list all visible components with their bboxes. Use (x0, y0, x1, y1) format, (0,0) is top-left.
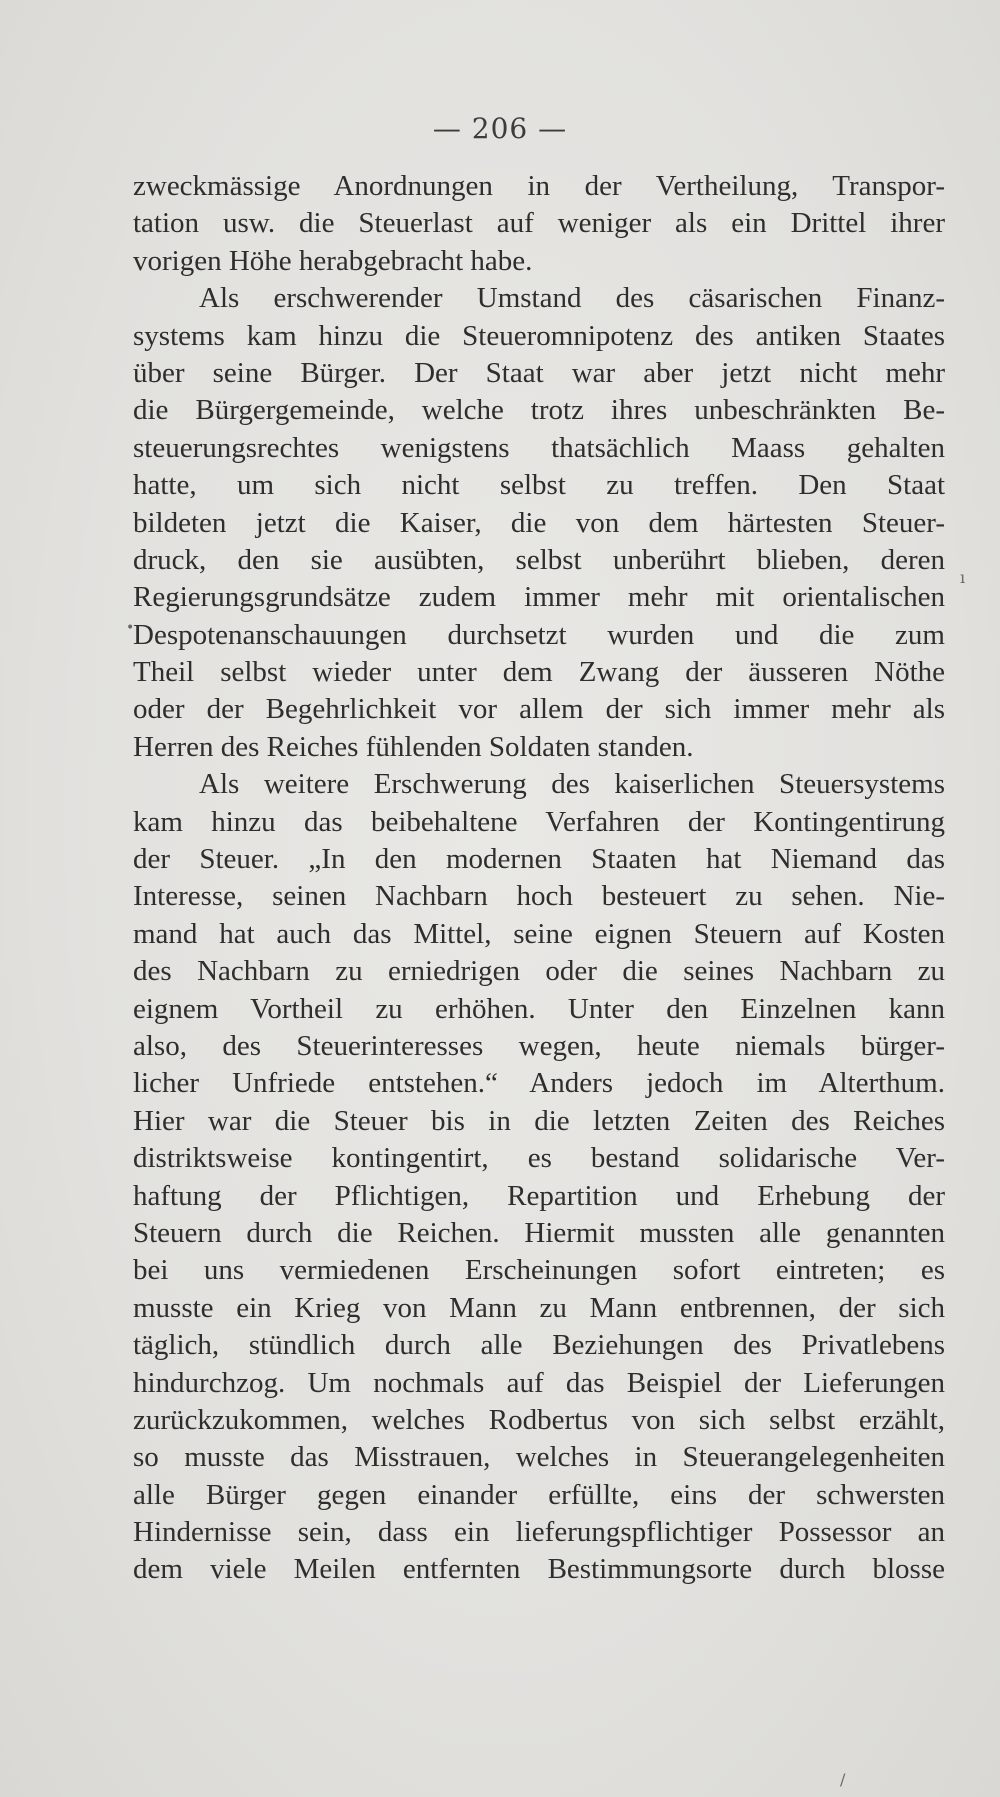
text-line: Als weitere Erschwerung des kaiserlichen Steuersystems (199, 768, 945, 801)
text-line: tation usw. die Steuerlast auf weniger als ein Drittel ihrer (133, 207, 945, 240)
text-line: der Steuer. „In den modernen Staaten hat Niemand das (133, 843, 945, 876)
text-line: alle Bürger gegen einander erfüllte, eins der schwersten (133, 1478, 945, 1511)
text-line: also, des Steuerinteresses wegen, heute niemals bürger- (133, 1029, 945, 1062)
text-line: oder der Begehrlichkeit vor allem der sich immer mehr als (133, 693, 945, 726)
text-line: Als erschwerender Umstand des cäsarischen Finanz- (199, 282, 945, 315)
text-line: kam hinzu das beibehaltene Verfahren der Kontingentirung (133, 805, 945, 838)
body-text (133, 168, 945, 1589)
text-line: über seine Bürger. Der Staat war aber jetzt nicht mehr (133, 356, 945, 389)
text-line: steuerungsrechtes wenigstens thatsächlich Maass gehalten (133, 431, 945, 464)
text-line: die Bürgergemeinde, welche trotz ihres unbeschränkten Be- (133, 394, 945, 427)
text-line: hindurchzog. Um nochmals auf das Beispiel der Lieferungen (133, 1366, 945, 1399)
text-line: Regierungsgrundsätze zudem immer mehr mit orientalischen (133, 581, 945, 614)
text-line: hatte, um sich nicht selbst zu treffen. Den Staat (133, 469, 945, 502)
text-line: Interesse, seinen Nachbarn hoch besteuert zu sehen. Nie- (133, 880, 945, 913)
text-line: Herren des Reiches fühlenden Soldaten standen. (133, 730, 694, 763)
text-line: Despotenanschauungen durchsetzt wurden und die zum (133, 618, 945, 651)
text-line: haftung der Pflichtigen, Repartition und Erhebung der (133, 1179, 945, 1212)
text-line: zurückzukommen, welches Rodbertus von sich selbst erzählt, (133, 1403, 945, 1436)
text-line: vorigen Höhe herabgebracht habe. (133, 244, 533, 277)
text-line: dem viele Meilen entfernten Bestimmungsorte durch blosse (133, 1553, 945, 1586)
text-line: täglich, stündlich durch alle Beziehungen des Privatlebens (133, 1329, 945, 1362)
page-number: — 206 — (432, 112, 568, 145)
margin-tick-mark: ı (960, 568, 966, 587)
text-line: licher Unfriede entstehen.“ Anders jedoch im Alterthum. (133, 1067, 945, 1100)
text-line: eignem Vortheil zu erhöhen. Unter den Einzelnen kann (133, 992, 945, 1025)
text-line: Hier war die Steuer bis in die letzten Zeiten des Reiches (133, 1104, 945, 1137)
text-line: Hindernisse sein, dass ein lieferungspflichtiger Possessor an (133, 1516, 945, 1549)
text-line: musste ein Krieg von Mann zu Mann entbrennen, der sich (133, 1291, 945, 1324)
text-line: Steuern durch die Reichen. Hiermit mussten alle genannten (133, 1216, 945, 1249)
text-line: bildeten jetzt die Kaiser, die von dem härtesten Steuer- (133, 506, 945, 539)
margin-bullet-mark: • (126, 620, 135, 636)
text-line: bei uns vermiedenen Erscheinungen sofort eintreten; es (133, 1254, 945, 1287)
text-line: systems kam hinzu die Steueromnipotenz des antiken Staates (133, 319, 945, 352)
text-line: Theil selbst wieder unter dem Zwang der äusseren Nöthe (133, 656, 945, 689)
text-line: druck, den sie ausübten, selbst unberührt blieben, deren (133, 543, 945, 576)
text-line: so musste das Misstrauen, welches in Steuerangelegenheiten (133, 1441, 945, 1474)
margin-slash-mark: / (840, 1770, 846, 1789)
text-line: zweckmässige Anordnungen in der Vertheilung, Transpor- (133, 170, 945, 202)
text-line: distriktsweise kontingentirt, es bestand solidarische Ver- (133, 1142, 945, 1175)
text-line: mand hat auch das Mittel, seine eignen Steuern auf Kosten (133, 917, 945, 950)
text-line: des Nachbarn zu erniedrigen oder die seines Nachbarn zu (133, 955, 945, 988)
